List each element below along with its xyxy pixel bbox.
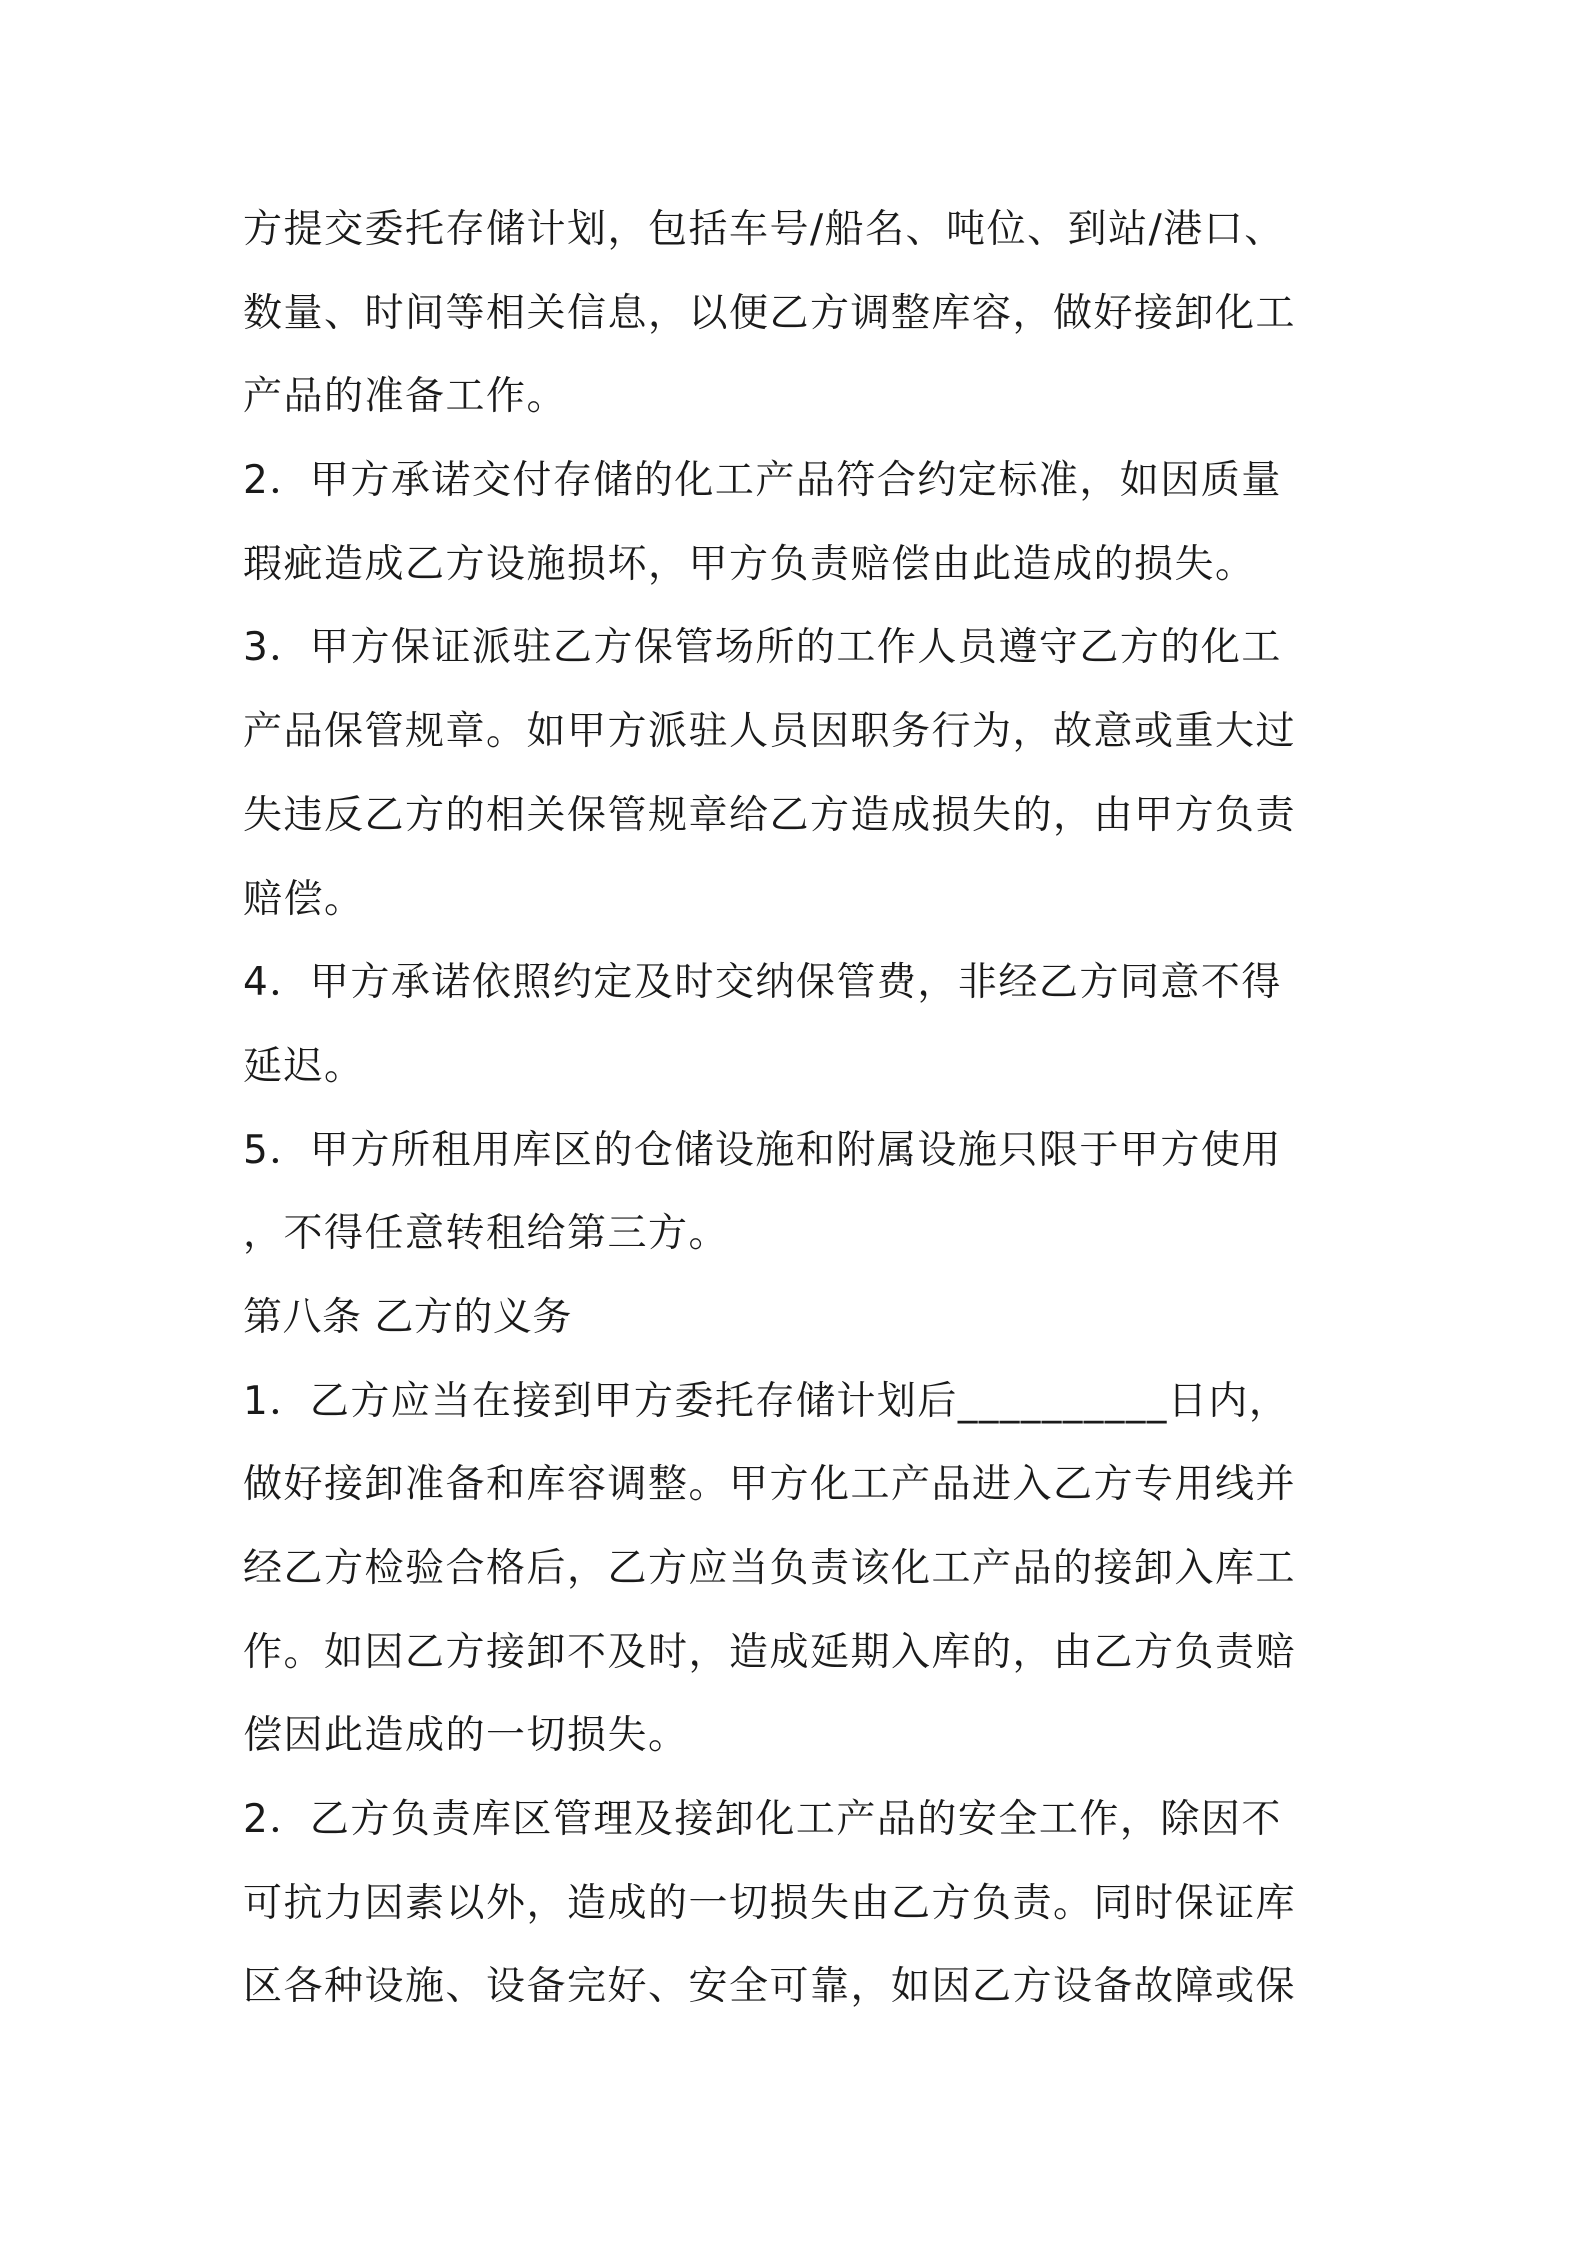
text-line: 作。如因乙方接卸不及时，造成延期入库的，由乙方负责赔 — [243, 1629, 1297, 1675]
text-line: 方提交委托存储计划，包括车号/船名、吨位、到站/港口、 — [243, 207, 1285, 252]
clause-5-line: 5．甲方所租用库区的仓储设施和附属设施只限于甲方使用 — [243, 1127, 1282, 1173]
text-line: 瑕疵造成乙方设施损坏，甲方负责赔偿由此造成的损失。 — [243, 541, 1256, 587]
text-line: 失违反乙方的相关保管规章给乙方造成损失的，由甲方负责 — [243, 792, 1297, 838]
text-line: 数量、时间等相关信息，以便乙方调整库容，做好接卸化工 — [243, 290, 1297, 336]
clause-2-line: 2．乙方负责库区管理及接卸化工产品的安全工作，除因不 — [243, 1797, 1282, 1843]
text-line: 经乙方检验合格后，乙方应当负责该化工产品的接卸入库工 — [243, 1546, 1297, 1591]
text-line: 产品的准备工作。 — [243, 374, 568, 420]
contract-text-body — [243, 188, 1363, 2029]
clause-2-line: 2．甲方承诺交付存储的化工产品符合约定标准，如因质量 — [243, 458, 1282, 504]
text-line: 延迟。 — [243, 1043, 365, 1089]
clause-4-line: 4．甲方承诺依照约定及时交纳保管费，非经乙方同意不得 — [243, 960, 1282, 1006]
article-8-heading: 第八条 乙方的义务 — [243, 1294, 572, 1340]
clause-3-line: 3．甲方保证派驻乙方保管场所的工作人员遵守乙方的化工 — [243, 625, 1282, 671]
text-line: 偿因此造成的一切损失。 — [243, 1713, 689, 1759]
text-line: 可抗力因素以外，造成的一切损失由乙方负责。同时保证库 — [243, 1880, 1297, 1926]
text-line: 赔偿。 — [243, 876, 365, 922]
text-line: 产品保管规章。如甲方派驻人员因职务行为，故意或重大过 — [243, 709, 1297, 755]
text-line: ，不得任意转租给第三方。 — [243, 1211, 730, 1257]
text-line: 做好接卸准备和库容调整。甲方化工产品进入乙方专用线并 — [243, 1462, 1297, 1508]
clause-1-line: 1．乙方应当在接到甲方委托存储计划后__________日内， — [243, 1378, 1290, 1424]
text-line: 区各种设施、设备完好、安全可靠，如因乙方设备故障或保 — [243, 1964, 1297, 2010]
